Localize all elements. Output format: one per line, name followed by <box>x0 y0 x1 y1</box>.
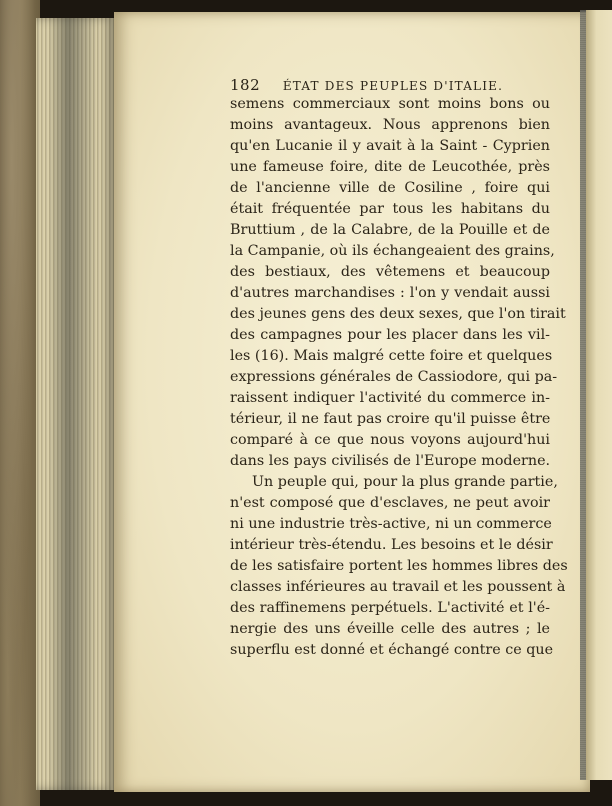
text-line: nergie des uns éveille celle des autres ; le <box>230 621 550 637</box>
page-edges <box>36 18 114 790</box>
text-line: qu'en Lucanie il y avait à la Saint - Cyprien <box>230 138 550 154</box>
text-line: les (16). Mais malgré cette foire et quelques <box>230 348 553 364</box>
text-line: térieur, il ne faut pas croire qu'il puisse être <box>230 411 551 427</box>
text-line: des jeunes gens des deux sexes, que l'on tirait <box>230 306 566 322</box>
text-line: une fameuse foire, dite de Leucothée, près <box>230 159 550 175</box>
text-line: de les satisfaire portent les hommes libres des <box>230 558 568 574</box>
marbled-cover <box>0 0 40 806</box>
body-text <box>230 94 568 661</box>
text-line: ni une industrie très-active, ni un commerce <box>230 516 552 532</box>
text-line: classes inférieures au travail et les poussent à <box>230 579 566 595</box>
text-line: semens commerciaux sont moins bons ou <box>230 96 550 112</box>
text-line: Un peuple qui, pour la plus grande partie, <box>252 474 558 490</box>
text-line: des raffinemens perpétuels. L'activité et l'é- <box>230 600 550 616</box>
text-line: expressions générales de Cassiodore, qui pa- <box>230 369 558 385</box>
page-number: 182 <box>230 76 261 94</box>
text-line: raissent indiquer l'activité du commerce in- <box>230 390 550 406</box>
text-line: superflu est donné et échangé contre ce que <box>230 642 554 658</box>
text-line: comparé à ce que nous voyons aujourd'hui <box>230 432 550 448</box>
text-line: des bestiaux, des vêtemens et beaucoup <box>230 264 550 280</box>
text-line: la Campanie, où ils échangeaient des grains, <box>230 243 555 259</box>
text-line: était fréquentée par tous les habitans du <box>230 201 550 217</box>
text-line: des campagnes pour les placer dans les vil- <box>230 327 550 343</box>
text-line: d'autres marchandises : l'on y vendait aussi <box>230 285 550 301</box>
text-line: de l'ancienne ville de Cosiline , foire qui <box>230 180 550 196</box>
text-line: Bruttium , de la Calabre, de la Pouille et de <box>230 222 550 238</box>
text-line: moins avantageux. Nous apprenons bien <box>230 117 550 133</box>
text-line: n'est composé que d'esclaves, ne peut avoir <box>230 495 550 511</box>
facing-page <box>586 10 612 780</box>
text-line: intérieur très-étendu. Les besoins et le désir <box>230 537 553 553</box>
text-line: dans les pays civilisés de l'Europe moderne. <box>230 453 551 469</box>
running-head: ÉTAT DES PEUPLES D'ITALIE. <box>282 79 504 93</box>
page-header <box>230 76 550 94</box>
